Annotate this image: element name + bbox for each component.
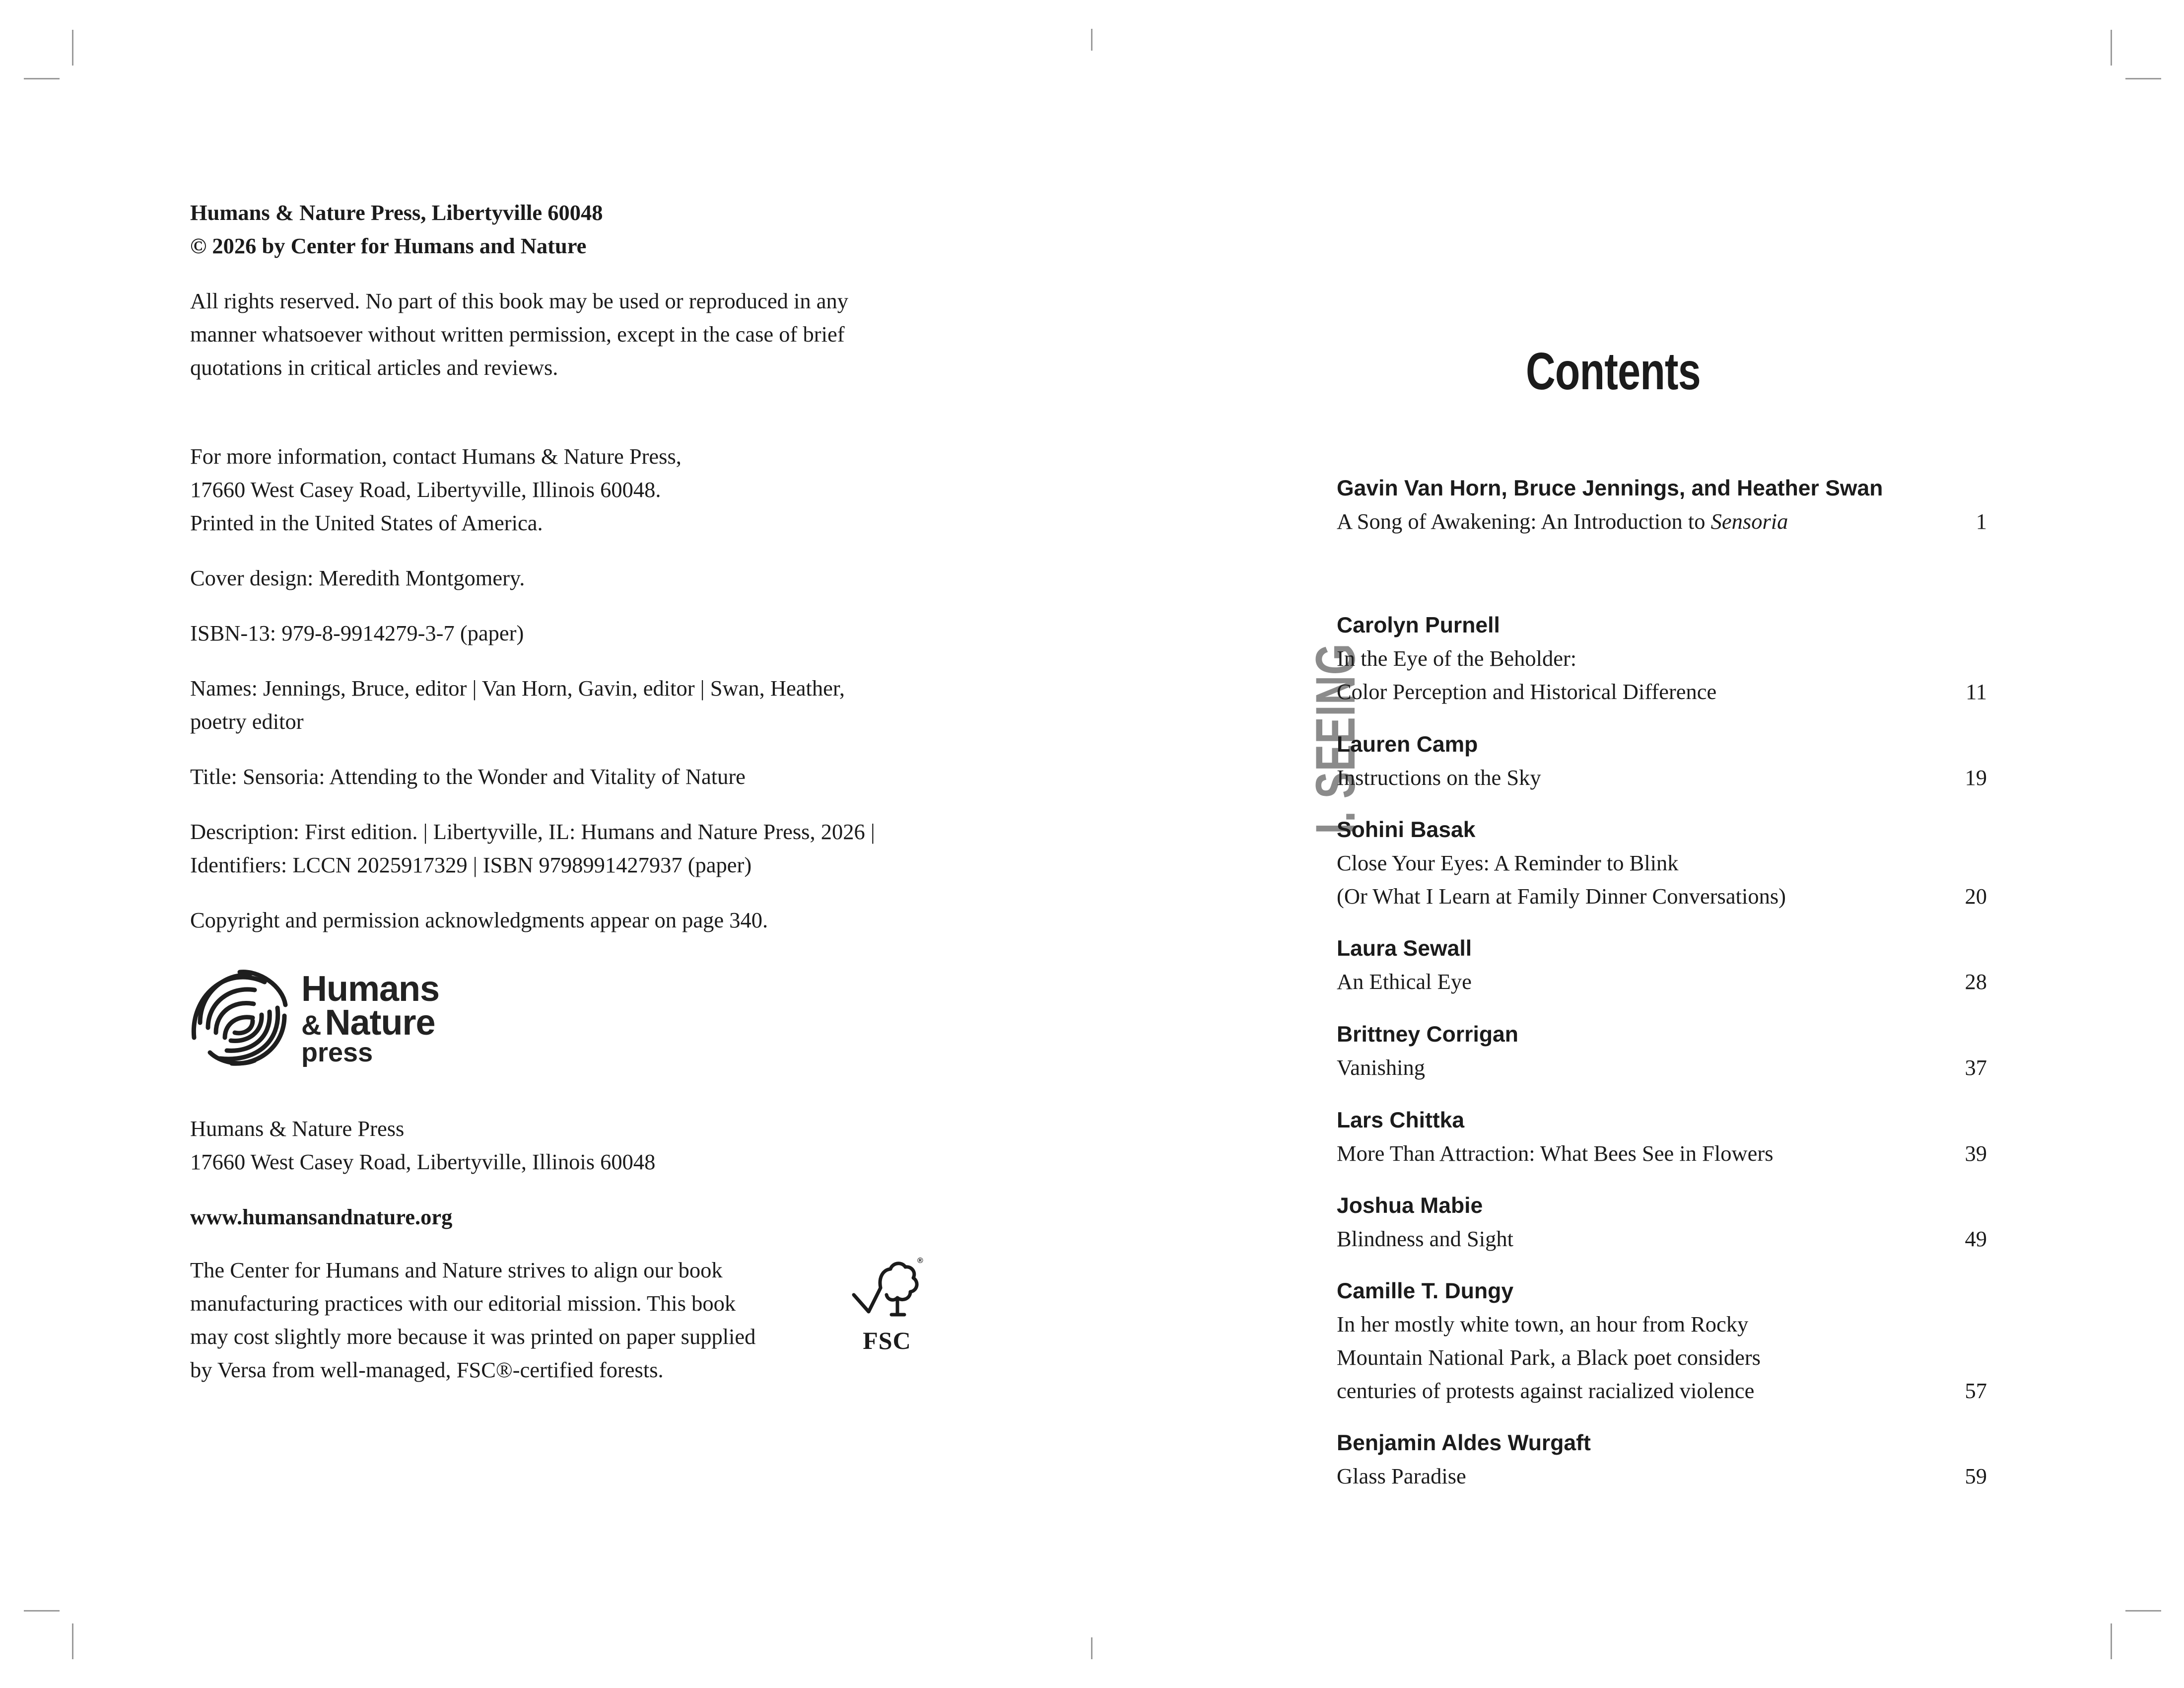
toc-author: Lars Chittka [1337,1108,1465,1132]
description-line: Identifiers: LCCN 2025917329 | ISBN 9798991427937 (paper) [190,852,752,877]
toc-page-number: 59 [1965,1464,1987,1488]
fsc-line: The Center for Humans and Nature strives to align our book [190,1258,723,1282]
toc-page-number: 28 [1965,969,1987,994]
toc-title-line: Color Perception and Historical Difference [1337,679,1717,704]
contents-title: Contents [1525,342,1701,401]
copyright-page [190,196,964,937]
contact-line: For more information, contact Humans & Nature Press, [190,444,682,469]
fingerprint-logo-icon [190,968,288,1069]
crop-mark [1091,29,1092,51]
toc-entry[interactable] [1337,1189,1987,1256]
contact-line: Printed in the United States of America. [190,510,543,535]
cover-design: Cover design: Meredith Montgomery. [190,565,525,590]
toc-title-line: More Than Attraction: What Bees See in Flowers [1337,1141,1774,1166]
toc-title-line: In the Eye of the Beholder: [1337,646,1577,671]
toc-author: Sohini Basak [1337,818,1476,842]
names-line: poetry editor [190,709,304,734]
toc-entry[interactable] [1337,1274,1987,1407]
website-link[interactable]: www.humansandnature.org [190,1204,453,1229]
publisher-line: Humans & Nature Press, Libertyville 60048 [190,200,603,225]
crop-mark [2125,1610,2161,1612]
toc-entry-intro[interactable] [1337,472,1987,538]
toc-page-number: 11 [1966,679,1987,704]
names-line: Names: Jennings, Bruce, editor | Van Horn, Gavin, editor | Swan, Heather, [190,676,845,701]
acknowledgments: Copyright and permission acknowledgments appear on page 340. [190,908,768,932]
toc-author: Brittney Corrigan [1337,1022,1518,1047]
toc-title-line: Mountain National Park, a Black poet considers [1337,1345,1761,1370]
description-line: Description: First edition. | Libertyville, IL: Humans and Nature Press, 2026 | [190,819,875,844]
toc-author: Gavin Van Horn, Bruce Jennings, and Heather Swan [1337,476,1883,500]
logo-text-humans: Humans [301,969,440,1009]
toc-entry[interactable] [1337,932,1987,998]
logo-text-press: press [301,1037,373,1067]
toc-author: Lauren Camp [1337,732,1478,757]
toc-entry[interactable] [1337,1018,1987,1084]
rights-line: manner whatsoever without written permission, except in the case of brief [190,322,845,347]
toc-entry[interactable] [1337,1426,1987,1493]
logo-text-amp: & [301,1009,321,1041]
toc-author: Benjamin Aldes Wurgaft [1337,1431,1591,1455]
toc-entry[interactable] [1337,609,1987,708]
fsc-label: FSC [863,1327,911,1354]
toc-title-line: An Ethical Eye [1337,969,1472,994]
copyright-line: © 2026 by Center for Humans and Nature [190,233,587,258]
crop-mark [72,30,73,66]
fsc-line: may cost slightly more because it was printed on paper supplied [190,1324,756,1349]
toc-title-line: Vanishing [1337,1055,1425,1080]
registered-mark: ® [917,1257,923,1265]
logo-text-nature: Nature [325,1003,435,1043]
crop-mark [1091,1637,1092,1659]
section-label: I. SEEING [1304,643,1366,834]
fsc-line: by Versa from well-managed, FSC®-certified forests. [190,1357,664,1382]
toc-author: Camille T. Dungy [1337,1279,1514,1303]
crop-mark [2125,78,2161,79]
toc-page-number: 57 [1965,1378,1987,1403]
toc-author: Joshua Mabie [1337,1194,1483,1218]
crop-mark [2111,30,2112,66]
publisher-address [190,1112,655,1234]
toc-entry[interactable] [1337,728,1987,794]
toc-page-number: 1 [1976,509,1987,534]
rights-line: quotations in critical articles and reviews. [190,355,558,380]
toc-page-number: 37 [1965,1055,1987,1080]
toc-title-line: centuries of protests against racialized violence [1337,1378,1755,1403]
toc-page-number: 19 [1965,765,1987,790]
contact-line: 17660 West Casey Road, Libertyville, Illinois 60048. [190,477,661,502]
toc-title-line: A Song of Awakening: An Introduction to Sensoria [1337,509,1788,534]
toc-title-line: In her mostly white town, an hour from Rocky [1337,1312,1749,1336]
toc-page-number: 39 [1965,1141,1987,1166]
fsc-statement [190,1254,835,1387]
toc-entry[interactable] [1337,813,1987,913]
address-line: Humans & Nature Press [190,1116,405,1141]
tree-checkmark-icon [850,1256,924,1326]
toc-page-number: 49 [1965,1226,1987,1251]
fsc-line: manufacturing practices with our editorial mission. This book [190,1291,736,1316]
toc-page-number: 20 [1965,884,1987,909]
toc-entry[interactable] [1337,1104,1987,1170]
toc-title-italic: Sensoria [1710,509,1788,534]
toc-title-line: Instructions on the Sky [1337,765,1541,790]
toc-author: Laura Sewall [1337,936,1472,961]
toc-title-line: Close Your Eyes: A Reminder to Blink [1337,850,1679,875]
crop-mark [2111,1623,2112,1659]
crop-mark [24,78,60,79]
publisher-logo [190,968,439,1069]
fsc-logo [860,1256,923,1355]
rights-line: All rights reserved. No part of this book may be used or reproduced in any [190,288,849,313]
crop-mark [72,1623,73,1659]
toc-title-line: Glass Paradise [1337,1464,1466,1488]
toc-author: Carolyn Purnell [1337,613,1500,637]
toc-title-line: (Or What I Learn at Family Dinner Conversations) [1337,884,1786,909]
toc-title-line: Blindness and Sight [1337,1226,1514,1251]
crop-mark [24,1610,60,1612]
isbn: ISBN-13: 979-8-9914279-3-7 (paper) [190,621,524,645]
address-line: 17660 West Casey Road, Libertyville, Illinois 60048 [190,1149,656,1174]
title-line: Title: Sensoria: Attending to the Wonder and Vitality of Nature [190,764,746,789]
